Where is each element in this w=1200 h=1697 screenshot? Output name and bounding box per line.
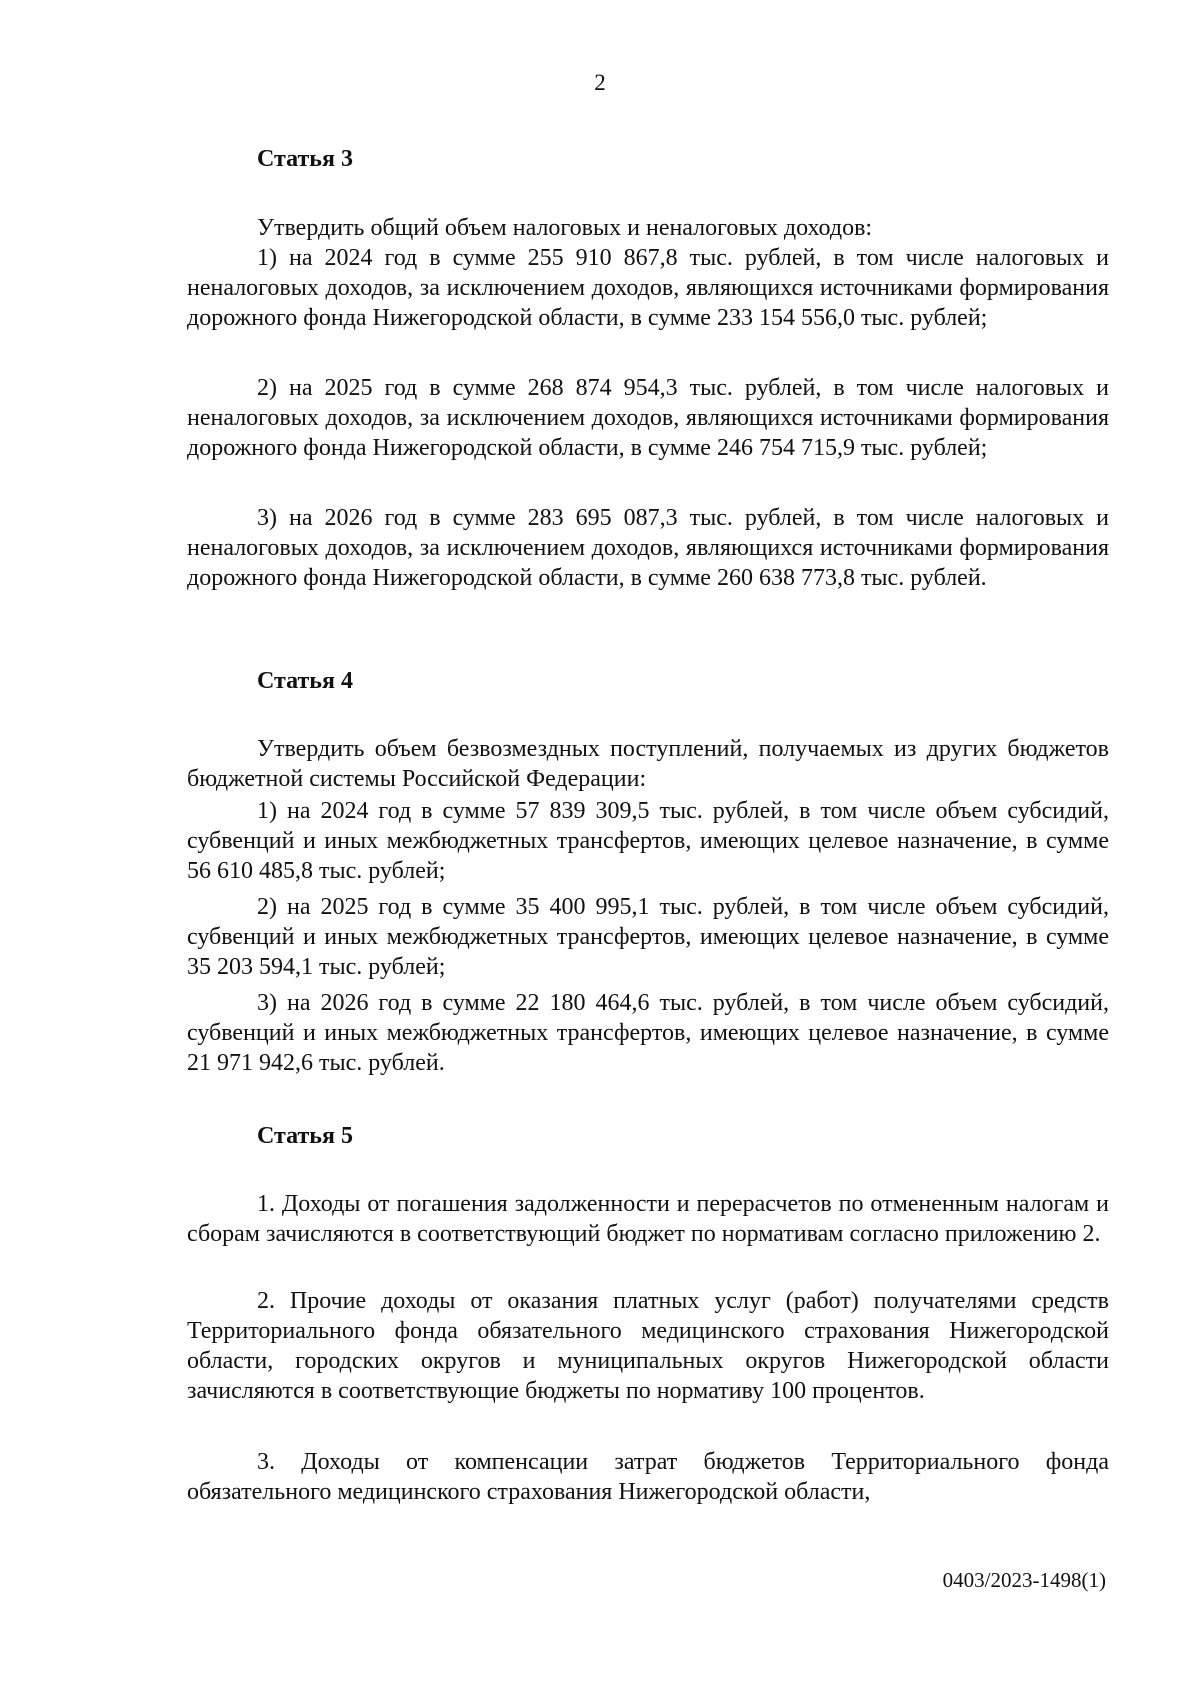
article-4-item-2: 2) на 2025 год в сумме 35 400 995,1 тыс. рублей, в том числе объем субсидий, субвенций и иных межбюджетных трансфертов, имеющих целевое назначение, в сумме 35 203 594,1 тыс. рублей; (187, 894, 1109, 980)
document-code: 0403/2023-1498(1) (942, 1568, 1106, 1592)
article-5-item-3: 3. Доходы от компенсации затрат бюджетов Территориального фонда обязательного медицинского страхования Нижегородской области, (187, 1449, 1109, 1505)
article-5-heading: Статья 5 (257, 1123, 353, 1149)
article-3-heading: Статья 3 (257, 146, 353, 172)
article-5-item-1: 1. Доходы от погашения задолженности и перерасчетов по отмененным налогам и сборам зачисляются в соответствующий бюджет по нормативам согласно приложению 2. (187, 1191, 1109, 1247)
article-5-item-2: 2. Прочие доходы от оказания платных услуг (работ) получателями средств Территориального фонда обязательного медицинского страхования Нижегородской области, городских округов и муниципальных округов Нижегородской области зачисляются в соответствующие бюджеты по нормативу 100 процентов. (187, 1288, 1109, 1404)
article-4-intro: Утвердить объем безвозмездных поступлений, получаемых из других бюджетов бюджетной системы Российской Федерации: (187, 736, 1109, 792)
article-4-item-3: 3) на 2026 год в сумме 22 180 464,6 тыс. рублей, в том числе объем субсидий, субвенций и иных межбюджетных трансфертов, имеющих целевое назначение, в сумме 21 971 942,6 тыс. рублей. (187, 990, 1109, 1076)
article-4-item-1: 1) на 2024 год в сумме 57 839 309,5 тыс. рублей, в том числе объем субсидий, субвенций и иных межбюджетных трансфертов, имеющих целевое назначение, в сумме 56 610 485,8 тыс. рублей; (187, 798, 1109, 884)
article-3-item-3: 3) на 2026 год в сумме 283 695 087,3 тыс. рублей, в том числе налоговых и неналоговых доходов, за исключением доходов, являющихся источниками формирования дорожного фонда Нижегородской области, в сумме 260 638 773,8 тыс. рублей. (187, 505, 1109, 591)
article-3-item-1: 1) на 2024 год в сумме 255 910 867,8 тыс. рублей, в том числе налоговых и неналоговых доходов, за исключением доходов, являющихся источниками формирования дорожного фонда Нижегородской области, в сумме 233 154 556,0 тыс. рублей; (187, 245, 1109, 331)
article-3-intro: Утвердить общий объем налоговых и неналоговых доходов: (257, 215, 873, 241)
article-4-heading: Статья 4 (257, 668, 353, 694)
page-number: 2 (594, 70, 606, 95)
article-3-item-2: 2) на 2025 год в сумме 268 874 954,3 тыс. рублей, в том числе налоговых и неналоговых доходов, за исключением доходов, являющихся источниками формирования дорожного фонда Нижегородской области, в сумме 246 754 715,9 тыс. рублей; (187, 375, 1109, 461)
